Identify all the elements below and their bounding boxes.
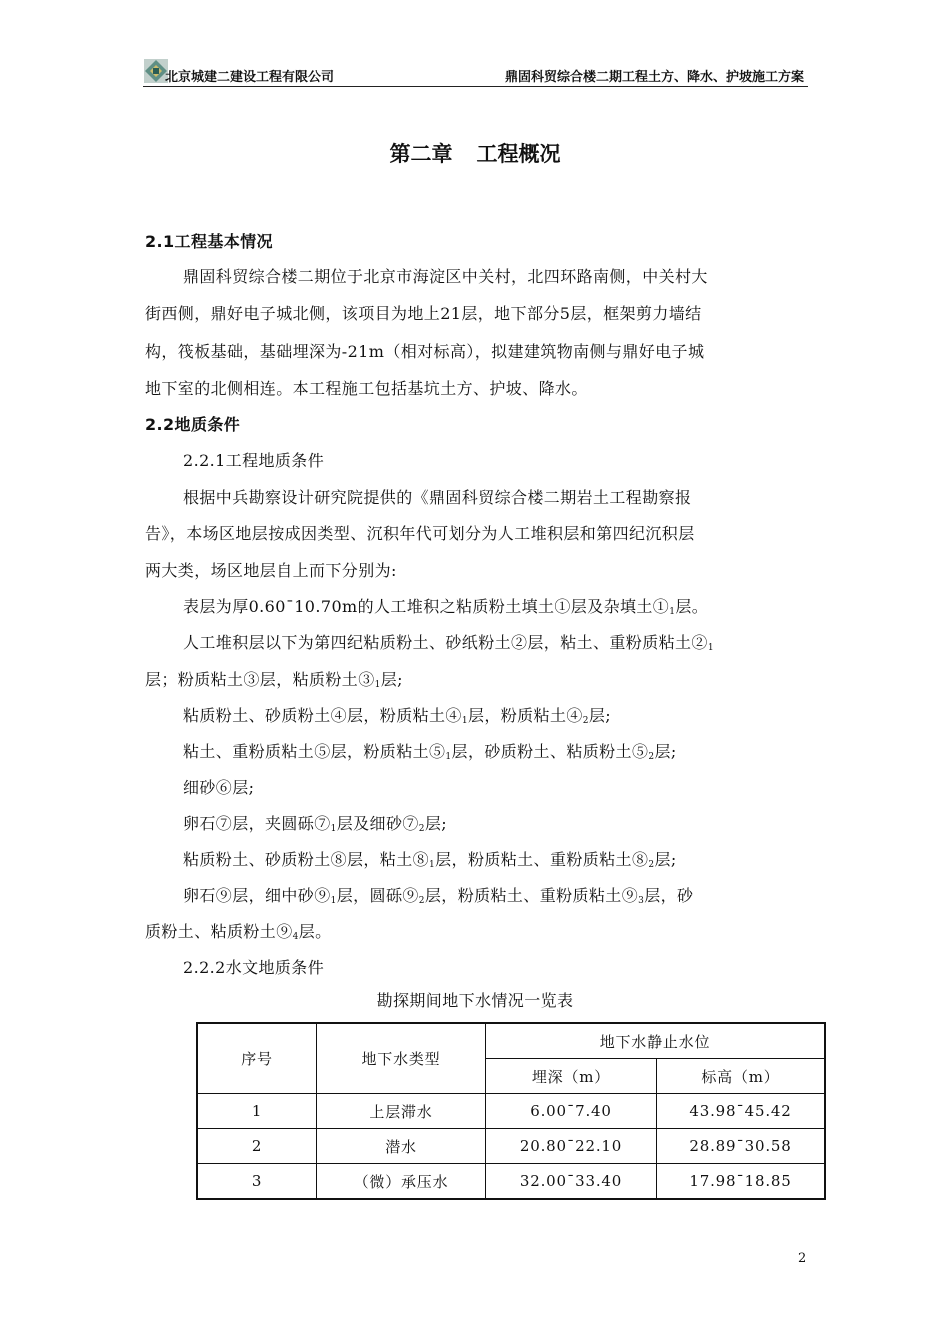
stratum-line: 人工堆积层以下为第四纪粘质粉土、砂纸粉土②层，粘土、重粉质粘土$②_1$	[183, 633, 714, 653]
stratum-line: 粘质粉土、砂质粉土⑧层，粘土$⑧_1$层，粉质粘土、重粉质粘土$⑧_2$层;	[183, 850, 677, 870]
cell-no: 2	[197, 1129, 317, 1164]
paragraph-line: 两大类，场区地层自上而下分别为:	[145, 561, 397, 580]
table-row	[197, 1094, 825, 1129]
section-2-2-heading: 2.2地质条件	[145, 415, 241, 434]
cell-no: 1	[197, 1094, 317, 1129]
cell-elevation: 17.98¯18.85	[657, 1164, 826, 1200]
groundwater-table	[196, 1022, 826, 1200]
cell-type: （微）承压水	[317, 1164, 486, 1200]
page-number: 2	[798, 1251, 807, 1266]
stratum-line: 细砂⑥层;	[183, 778, 255, 797]
cell-elevation: 43.98¯45.42	[657, 1094, 826, 1129]
stratum-line: 粘质粉土、砂质粉土④层，粉质粘土$④_1$层，粉质粘土$④_2$层;	[183, 706, 612, 726]
col-header-type: 地下水类型	[317, 1023, 486, 1094]
table-caption: 勘探期间地下水情况一览表	[376, 991, 574, 1010]
paragraph-line: 告》，本场区地层按成因类型、沉积年代可划分为人工堆积层和第四纪沉积层	[145, 524, 695, 543]
cell-type: 潜水	[317, 1129, 486, 1164]
stratum-line: 卵石⑨层，细中砂$⑨_1$层，圆砾$⑨_2$层，粉质粘土、重粉质粘土$⑨_3$层，砂	[183, 886, 694, 906]
project-title: 鼎固科贸综合楼二期工程土方、降水、护坡施工方案	[504, 70, 804, 85]
stratum-line: 表层为厚0.60¯10.70m的人工堆积之粘质粉土填土①层及杂填土$①_1$层。	[183, 597, 709, 617]
paragraph-line: 鼎固科贸综合楼二期位于北京市海淀区中关村，北四环路南侧，中关村大	[183, 267, 708, 286]
table-row	[197, 1164, 825, 1200]
cell-depth: 20.80¯22.10	[486, 1129, 657, 1164]
paragraph-line: 构，筏板基础，基础埋深为-21m（相对标高），拟建建筑物南侧与鼎好电子城	[145, 342, 705, 361]
cell-depth: 6.00¯7.40	[486, 1094, 657, 1129]
col-header-water-level: 地下水静止水位	[486, 1023, 826, 1059]
cell-type: 上层滞水	[317, 1094, 486, 1129]
stratum-line: 粘土、重粉质粘土⑤层，粉质粘土$⑤_1$层，砂质粉土、粘质粉土$⑤_2$层;	[183, 742, 677, 762]
cell-elevation: 28.89¯30.58	[657, 1129, 826, 1164]
col-header-elevation: 标高（m）	[657, 1059, 826, 1094]
paragraph-line: 街西侧，鼎好电子城北侧，该项目为地上21层，地下部分5层，框架剪力墙结	[145, 304, 702, 323]
cell-no: 3	[197, 1164, 317, 1200]
section-2-1-heading: 2.1工程基本情况	[145, 232, 273, 251]
stratum-line: 层；粉质粘土③层，粘质粉土$③_1$层;	[145, 670, 403, 690]
section-2-2-2-heading: 2.2.2水文地质条件	[183, 958, 325, 977]
chapter-title	[0, 138, 950, 168]
col-header-depth: 埋深（m）	[486, 1059, 657, 1094]
table-header-row	[197, 1023, 825, 1059]
chapter-number: 第二章	[389, 142, 453, 166]
stratum-line: 卵石⑦层，夹圆砾$⑦_1$层及细砂$⑦_2$层;	[183, 814, 448, 834]
cell-depth: 32.00¯33.40	[486, 1164, 657, 1200]
company-name: 北京城建二建设工程有限公司	[165, 70, 335, 85]
stratum-line: 质粉土、粘质粉土$⑨_4$层。	[145, 922, 332, 942]
table-row	[197, 1129, 825, 1164]
section-2-2-1-heading: 2.2.1工程地质条件	[183, 451, 325, 470]
paragraph-line: 地下室的北侧相连。本工程施工包括基坑土方、护坡、降水。	[145, 379, 588, 398]
col-header-no: 序号	[197, 1023, 317, 1094]
page-header	[143, 56, 808, 87]
chapter-name: 工程概况	[476, 142, 561, 166]
paragraph-line: 根据中兵勘察设计研究院提供的《鼎固科贸综合楼二期岩土工程勘察报	[183, 488, 692, 507]
